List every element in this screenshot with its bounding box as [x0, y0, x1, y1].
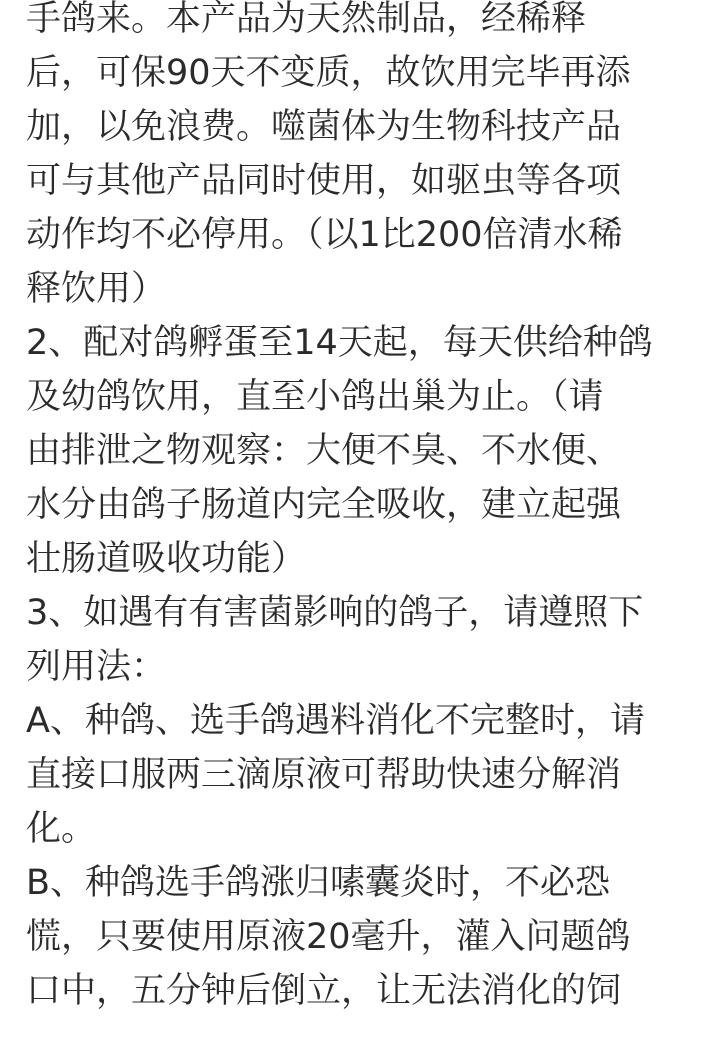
text-line: 2、配对鸽孵蛋至14天起，每天供给种鸽 [26, 323, 653, 363]
text-line: 及幼鸽饮用，直至小鸽出巢为止。（请 [26, 377, 604, 417]
text-line: 壮肠道吸收功能） [26, 539, 307, 579]
text-line: 水分由鸽子肠道内完全吸收，建立起强 [26, 485, 622, 525]
text-line: 化。 [26, 809, 97, 849]
text-line: A、种鸽、选手鸽遇料消化不完整时，请 [26, 701, 645, 741]
text-line: 慌，只要使用原液20毫升，灌入问题鸽 [26, 917, 631, 957]
text-line: B、种鸽选手鸽涨归嗉囊炎时，不必恐 [26, 863, 611, 903]
article-text [26, 0, 698, 1018]
text-line: 由排泄之物观察：大便不臭、不水便、 [26, 431, 622, 471]
text-line: 释饮用） [26, 269, 167, 309]
text-line: 3、如遇有有害菌影响的鸽子，请遵照下 [26, 593, 644, 633]
text-line: 手鸽来。本产品为天然制品，经稀释 [26, 0, 587, 39]
text-line: 动作均不必停用。（以1比200倍清水稀 [26, 215, 623, 255]
text-line: 加，以免浪费。噬菌体为生物科技产品 [26, 107, 622, 147]
text-line: 直接口服两三滴原液可帮助快速分解消 [26, 755, 622, 795]
text-line: 后，可保90天不变质，故饮用完毕再添 [26, 53, 631, 93]
text-line: 可与其他产品同时使用，如驱虫等各项 [26, 161, 622, 201]
text-line: 口中，五分钟后倒立，让无法消化的饲 [26, 971, 622, 1011]
text-line: 列用法： [26, 647, 167, 687]
